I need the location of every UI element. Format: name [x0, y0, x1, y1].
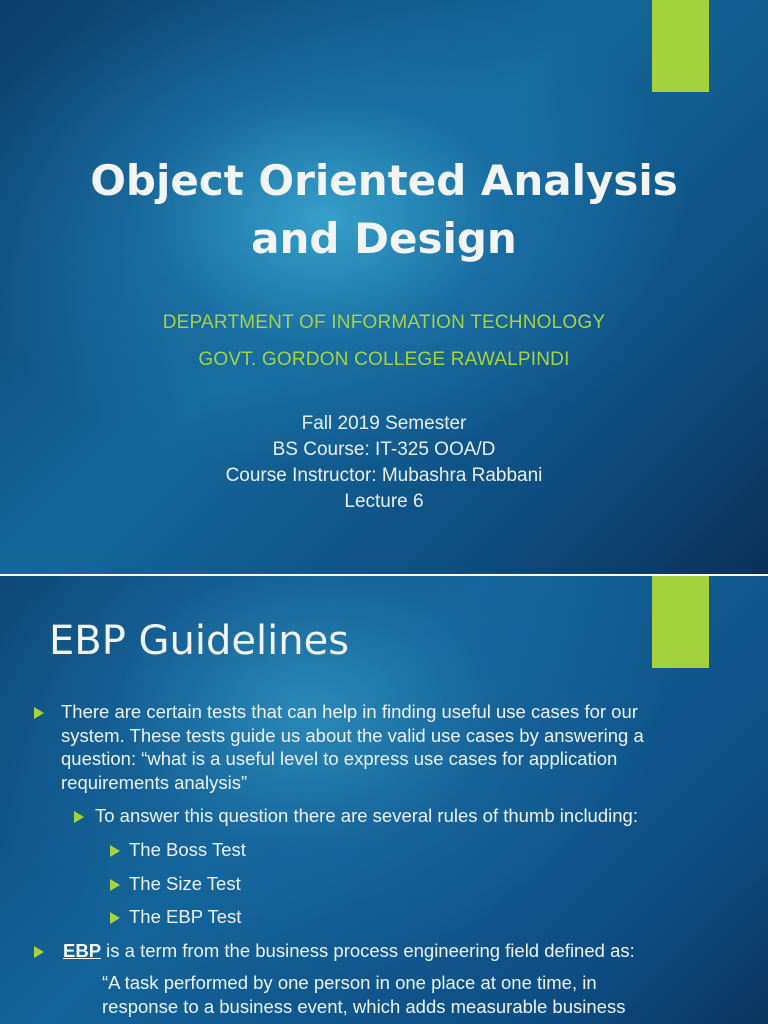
- title-line-1: Object Oriented Analysis: [90, 156, 678, 205]
- lecture-text: Lecture 6: [344, 491, 424, 512]
- title-line-2: and Design: [251, 214, 517, 263]
- course-text: BS Course: IT-325 OOA/D: [272, 439, 496, 460]
- bullet-arrow-icon: [110, 879, 120, 891]
- course-info: [0, 411, 768, 515]
- instructor-text: Course Instructor: Mubashra Rabbani: [225, 465, 543, 486]
- bullet-arrow-icon: [34, 946, 44, 958]
- test-item-size: The Size Test: [129, 873, 241, 894]
- sub-bullet: To answer this question there are several rules of thumb including:: [95, 805, 638, 826]
- slide-title: [40, 152, 728, 268]
- ebp-term: EBP: [63, 940, 102, 961]
- bullet-1-line: question: “what is a useful level to express use cases for application: [61, 748, 618, 769]
- slide-title: EBP Guidelines: [49, 618, 350, 664]
- bullet-arrow-icon: [110, 912, 120, 924]
- bullet-1: [61, 700, 644, 794]
- department-name: DEPARTMENT OF INFORMATION TECHNOLOGY: [162, 312, 606, 333]
- bullet-arrow-icon: [34, 707, 44, 719]
- content-slide: [0, 576, 768, 1024]
- bullet-arrow-icon: [110, 845, 120, 857]
- bullet-2-text: is a term from the business process engineering field defined as:: [101, 940, 635, 961]
- test-item-ebp: The EBP Test: [129, 906, 242, 927]
- bullet-1-line: system. These tests guide us about the valid use cases by answering a: [61, 724, 644, 746]
- bullet-arrow-icon: [74, 811, 84, 823]
- bullet-2: [63, 939, 635, 963]
- bullet-1-line: There are certain tests that can help in finding useful use cases for our: [61, 701, 638, 722]
- accent-bar: [652, 0, 709, 92]
- test-item-boss: The Boss Test: [129, 839, 246, 860]
- college-name: GOVT. GORDON COLLEGE RAWALPINDI: [198, 349, 570, 370]
- quote-line: “A task performed by one person in one place at one time, in: [102, 972, 597, 993]
- bullet-1-line: requirements analysis”: [61, 771, 248, 793]
- semester-text: Fall 2019 Semester: [301, 413, 467, 434]
- ebp-definition-quote: [102, 971, 625, 1018]
- quote-line: response to a business event, which adds measurable business: [102, 995, 626, 1017]
- accent-bar: [652, 576, 709, 668]
